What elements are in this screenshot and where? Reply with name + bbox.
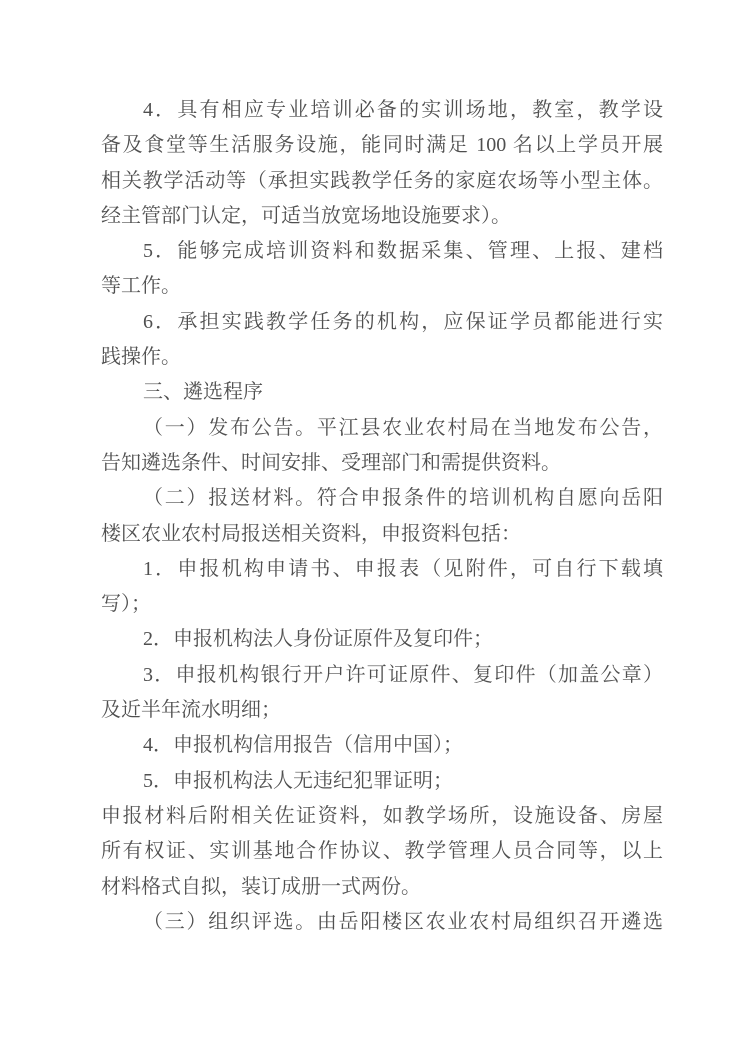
text-line: 三、遴选程序 bbox=[143, 381, 263, 404]
paragraph bbox=[101, 905, 663, 940]
text-line: 所有权证、实训基地合作协议、教学管理人员合同等，以上 bbox=[101, 840, 663, 863]
paragraph bbox=[101, 799, 663, 905]
text-line: 3．申报机构银行开户许可证原件、复印件（加盖公章） bbox=[143, 663, 663, 686]
text-line: 相关教学活动等（承担实践教学任务的家庭农场等小型主体。 bbox=[101, 169, 663, 192]
paragraph bbox=[101, 622, 663, 657]
text-line: 6．承担实践教学任务的机构，应保证学员都能进行实 bbox=[143, 310, 663, 333]
paragraph bbox=[101, 305, 663, 376]
text-line: 践操作。 bbox=[101, 346, 181, 369]
text-line: （一）发布公告。平江县农业农村局在当地发布公告， bbox=[143, 416, 663, 439]
text-line: （三）组织评选。由岳阳楼区农业农村局组织召开遴选 bbox=[143, 910, 663, 933]
text-line: 4．申报机构信用报告（信用中国）； bbox=[143, 734, 463, 757]
text-line: （二）报送材料。符合申报条件的培训机构自愿向岳阳 bbox=[143, 487, 663, 510]
paragraph bbox=[101, 552, 663, 623]
text-line: 写）； bbox=[101, 593, 151, 616]
paragraph bbox=[101, 481, 663, 552]
paragraph bbox=[101, 93, 663, 234]
paragraph bbox=[101, 764, 663, 799]
text-line: 备及食堂等生活服务设施，能同时满足 100 名以上学员开展 bbox=[101, 134, 663, 157]
text-line: 5．能够完成培训资料和数据采集、管理、上报、建档 bbox=[143, 240, 663, 263]
text-line: 告知遴选条件、时间安排、受理部门和需提供资料。 bbox=[101, 451, 561, 474]
text-line: 楼区农业农村局报送相关资料，申报资料包括： bbox=[101, 522, 521, 545]
text-line: 申报材料后附相关佐证资料，如教学场所，设施设备、房屋 bbox=[101, 804, 663, 827]
text-line: 及近半年流水明细； bbox=[101, 699, 281, 722]
paragraph bbox=[101, 658, 663, 729]
text-line: 4．具有相应专业培训必备的实训场地，教室，教学设 bbox=[143, 99, 663, 121]
document-content bbox=[101, 93, 663, 940]
paragraph bbox=[101, 375, 663, 410]
text-line: 5．申报机构法人无违纪犯罪证明； bbox=[143, 769, 453, 792]
paragraph bbox=[101, 411, 663, 482]
text-line: 2．申报机构法人身份证原件及复印件； bbox=[143, 628, 493, 651]
paragraph bbox=[101, 728, 663, 763]
text-line: 等工作。 bbox=[101, 275, 181, 298]
text-line: 经主管部门认定，可适当放宽场地设施要求）。 bbox=[101, 204, 511, 227]
text-line: 材料格式自拟，装订成册一式两份。 bbox=[101, 875, 421, 898]
text-line: 1．申报机构申请书、申报表（见附件，可自行下载填 bbox=[143, 557, 663, 580]
paragraph bbox=[101, 234, 663, 305]
